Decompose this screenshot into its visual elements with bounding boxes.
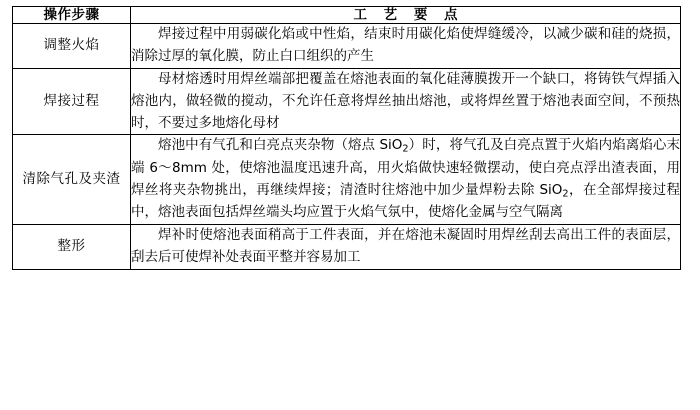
- table-row: [13, 68, 681, 135]
- document-page: [0, 6, 700, 410]
- points-text: 焊补时使熔池表面稍高于工件表面，并在熔池未凝固时用焊丝刮去高出工件的表面层，刮去后可使焊补处表面平整并容易加工: [131, 227, 680, 265]
- points-text: 熔池中有气孔和白亮点夹杂物（熔点 SiO$_2$）时，将气孔及白亮点置于火焰内焰离焰心末端 6～8mm 处，使熔池温度迅速升高，用火焰做快速轻微摆动，使白亮点浮出渣表面，用焊丝将夹杂物挑出，再继续焊接；清渣时往熔池中加少量焊粉去除 SiO$_2$，在全部焊接过程中，熔池表面包括焊丝端头均应置于火焰气氛中，使熔化金属与空气隔离: [131, 137, 680, 221]
- points-cell: [131, 68, 681, 135]
- step-name-cell: 清除气孔及夹渣: [13, 135, 131, 225]
- points-cell: [131, 225, 681, 270]
- column-header-points: 工 艺 要 点: [131, 7, 681, 24]
- table-row: [13, 135, 681, 225]
- points-text: 焊接过程中用弱碳化焰或中性焰，结束时用碳化焰使焊缝缓冷，以减少碳和硅的烧损，消除过厚的氧化膜，防止白口组织的产生: [131, 26, 680, 65]
- step-name-cell: 整形: [13, 225, 131, 270]
- table-row: [13, 225, 681, 270]
- step-name-cell: 调整火焰: [13, 24, 131, 69]
- points-text: 母材熔透时用焊丝端部把覆盖在熔池表面的氧化硅薄膜拨开一个缺口，将铸铁气焊插入熔池内，做轻微的搅动，不允许任意将焊丝抽出熔池，或将焊丝置于熔池表面空间，不预热时，不要过多地熔化母材: [131, 70, 680, 131]
- step-name-cell: 焊接过程: [13, 68, 131, 135]
- points-cell: [131, 24, 681, 69]
- table-header-row: [13, 7, 681, 24]
- column-header-step: 操作步骤: [13, 7, 131, 24]
- process-spec-table: [12, 6, 681, 270]
- table-header: [13, 7, 681, 24]
- points-cell: [131, 135, 681, 225]
- table-row: [13, 24, 681, 69]
- table-body: [13, 24, 681, 270]
